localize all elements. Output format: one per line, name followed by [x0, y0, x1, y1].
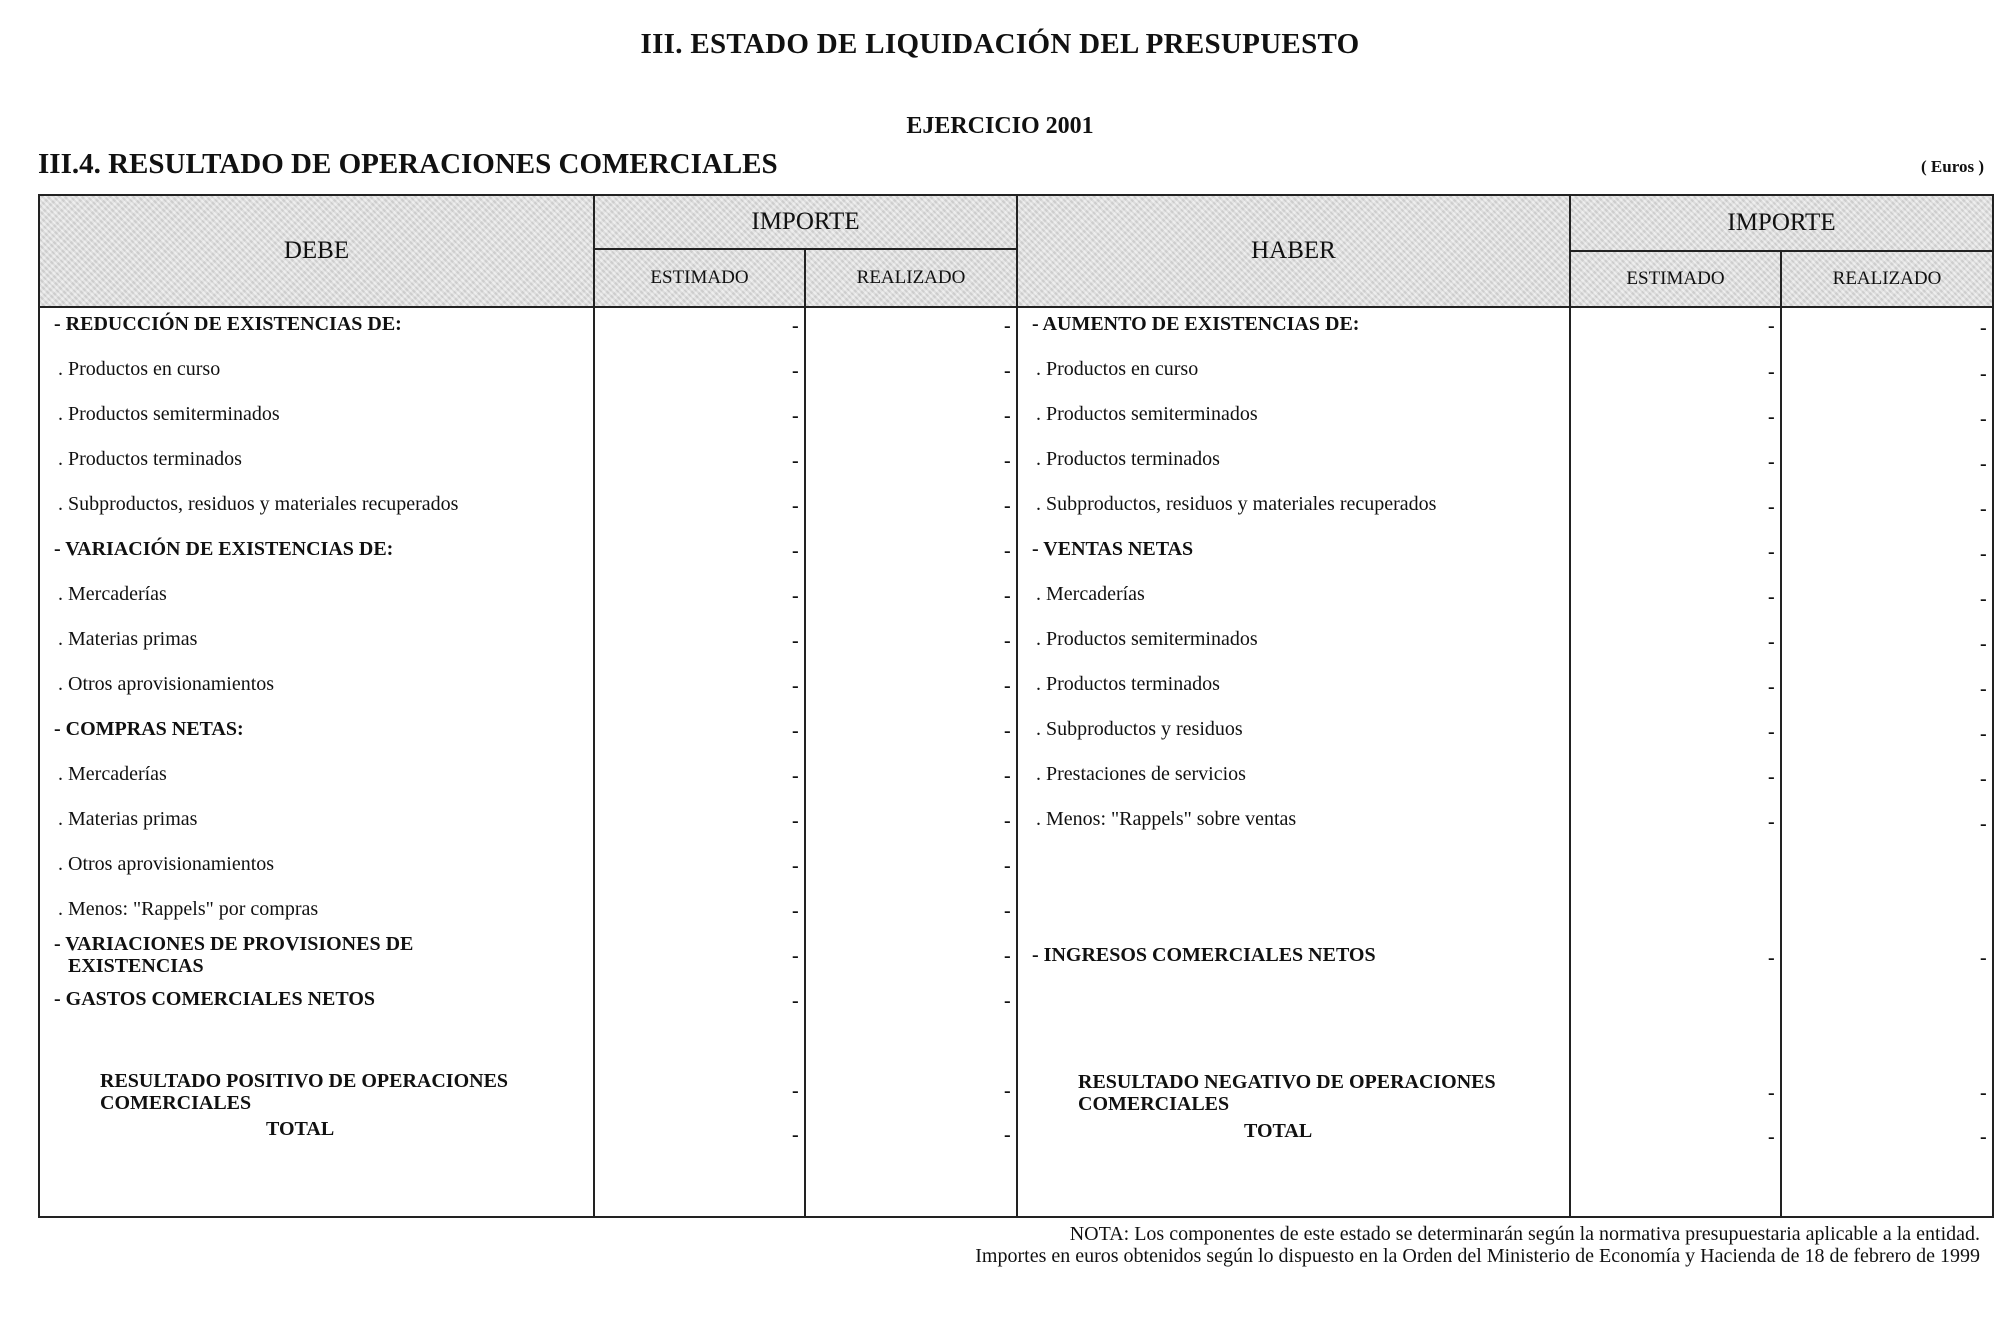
- haber-estimado-value: -: [1768, 315, 1775, 337]
- debe-row-label: . Mercaderías: [58, 583, 167, 605]
- debe-row-label: . Otros aprovisionamientos: [58, 673, 275, 695]
- haber-estimado-value: -: [1768, 406, 1775, 428]
- haber-row-label: . Menos: "Rappels" sobre ventas: [1036, 808, 1297, 830]
- haber-estimado-value: -: [1768, 811, 1775, 833]
- debe-row-label: - GASTOS COMERCIALES NETOS: [54, 988, 376, 1010]
- currency-units: ( Euros ): [1921, 157, 1984, 176]
- haber-row-label: - INGRESOS COMERCIALES NETOS: [1032, 944, 1376, 966]
- debe-row-label: . Productos semiterminados: [58, 403, 280, 425]
- header-realizado-right: REALIZADO: [1832, 268, 1942, 289]
- debe-estimado-value: -: [792, 720, 799, 742]
- haber-estimado-value: -: [1768, 496, 1775, 518]
- haber-estimado-value: -: [1768, 361, 1775, 383]
- debe-realizado-value: -: [1004, 360, 1011, 382]
- debe-row-label: . Mercaderías: [58, 763, 167, 785]
- haber-realizado-value: -: [1980, 1082, 1987, 1104]
- haber-estimado-value: -: [1768, 766, 1775, 788]
- debe-row-label-cont: EXISTENCIAS: [68, 955, 204, 977]
- debe-row-label: . Materias primas: [58, 628, 198, 650]
- haber-realizado-value: -: [1980, 498, 1987, 520]
- debe-row-label: - REDUCCIÓN DE EXISTENCIAS DE:: [54, 313, 402, 335]
- haber-realizado-value: -: [1980, 543, 1987, 565]
- debe-realizado-value: -: [1004, 720, 1011, 742]
- debe-realizado-value: -: [1004, 945, 1011, 967]
- haber-row-label: . Productos semiterminados: [1036, 403, 1258, 425]
- debe-realizado-value: -: [1004, 900, 1011, 922]
- haber-realizado-value: -: [1980, 363, 1987, 385]
- debe-estimado-value: -: [792, 675, 799, 697]
- debe-row-label: . Otros aprovisionamientos: [58, 853, 275, 875]
- haber-estimado-value: -: [1768, 631, 1775, 653]
- header-haber: HABER: [1251, 237, 1336, 264]
- haber-row-label: - AUMENTO DE EXISTENCIAS DE:: [1032, 313, 1360, 335]
- note-line-1: NOTA: Los componentes de este estado se determinarán según la normativa presupuestaria aplicable a la entidad.: [1069, 1223, 1980, 1245]
- result-label: RESULTADO NEGATIVO DE OPERACIONES: [1078, 1071, 1496, 1093]
- debe-realizado-value: -: [1004, 810, 1011, 832]
- result-label: RESULTADO POSITIVO DE OPERACIONES: [100, 1070, 509, 1092]
- haber-realizado-value: -: [1980, 678, 1987, 700]
- debe-estimado-value: -: [792, 1124, 799, 1146]
- results-table: [38, 194, 1994, 1218]
- haber-row-label: . Prestaciones de servicios: [1036, 763, 1246, 785]
- result-label-cont: COMERCIALES: [1078, 1093, 1230, 1115]
- debe-estimado-value: -: [792, 495, 799, 517]
- col-divider: [1569, 196, 1571, 1216]
- haber-realizado-value: -: [1980, 408, 1987, 430]
- section-title: III.4. RESULTADO DE OPERACIONES COMERCIALES: [38, 148, 778, 180]
- haber-realizado-value: -: [1980, 768, 1987, 790]
- haber-estimado-value: -: [1768, 451, 1775, 473]
- haber-realizado-value: -: [1980, 453, 1987, 475]
- debe-estimado-value: -: [792, 540, 799, 562]
- haber-realizado-value: -: [1980, 813, 1987, 835]
- debe-row-label: . Productos terminados: [58, 448, 242, 470]
- debe-realizado-value: -: [1004, 585, 1011, 607]
- header-realizado-left: REALIZADO: [856, 267, 966, 288]
- debe-realizado-value: -: [1004, 765, 1011, 787]
- haber-realizado-value: -: [1980, 723, 1987, 745]
- haber-row-label: . Mercaderías: [1036, 583, 1145, 605]
- debe-realizado-value: -: [1004, 990, 1011, 1012]
- debe-estimado-value: -: [792, 945, 799, 967]
- haber-row-label: . Productos terminados: [1036, 448, 1220, 470]
- debe-row-label: - VARIACIONES DE PROVISIONES DE: [54, 933, 414, 955]
- haber-estimado-value: -: [1768, 676, 1775, 698]
- debe-row-label: . Subproductos, residuos y materiales recuperados: [58, 493, 459, 515]
- total-label: TOTAL: [266, 1118, 335, 1140]
- debe-estimado-value: -: [792, 450, 799, 472]
- debe-realizado-value: -: [1004, 1080, 1011, 1102]
- debe-row-label: . Materias primas: [58, 808, 198, 830]
- debe-realizado-value: -: [1004, 675, 1011, 697]
- debe-estimado-value: -: [792, 360, 799, 382]
- debe-row-label: . Productos en curso: [58, 358, 221, 380]
- haber-realizado-value: -: [1980, 317, 1987, 339]
- debe-realizado-value: -: [1004, 450, 1011, 472]
- page-title: III. ESTADO DE LIQUIDACIÓN DEL PRESUPUESTO: [640, 28, 1360, 60]
- debe-estimado-value: -: [792, 765, 799, 787]
- header-estimado-right: ESTIMADO: [1626, 268, 1725, 289]
- debe-row-label: - VARIACIÓN DE EXISTENCIAS DE:: [54, 538, 394, 560]
- header-importe-left: IMPORTE: [751, 208, 860, 235]
- note-line-2: Importes en euros obtenidos según lo dispuesto en la Orden del Ministerio de Economía y Hacienda de 18 de febrero de 1999: [975, 1245, 1980, 1267]
- haber-estimado-value: -: [1768, 1082, 1775, 1104]
- haber-realizado-value: -: [1980, 588, 1987, 610]
- haber-estimado-value: -: [1768, 721, 1775, 743]
- header-importe-right: IMPORTE: [1727, 209, 1836, 236]
- haber-estimado-value: -: [1768, 947, 1775, 969]
- debe-realizado-value: -: [1004, 405, 1011, 427]
- debe-estimado-value: -: [792, 585, 799, 607]
- header-debe: DEBE: [283, 237, 350, 264]
- debe-realizado-value: -: [1004, 1124, 1011, 1146]
- debe-estimado-value: -: [792, 1080, 799, 1102]
- haber-realizado-value: -: [1980, 947, 1987, 969]
- fiscal-year: EJERCICIO 2001: [906, 113, 1094, 139]
- debe-estimado-value: -: [792, 810, 799, 832]
- col-divider: [1016, 196, 1018, 1216]
- haber-row-label: . Productos en curso: [1036, 358, 1199, 380]
- debe-row-label: - COMPRAS NETAS:: [54, 718, 244, 740]
- debe-row-label: . Menos: "Rappels" por compras: [58, 898, 319, 920]
- haber-estimado-value: -: [1768, 541, 1775, 563]
- haber-estimado-value: -: [1768, 586, 1775, 608]
- haber-estimado-value: -: [1768, 1126, 1775, 1148]
- haber-row-label: . Productos terminados: [1036, 673, 1220, 695]
- total-label: TOTAL: [1244, 1120, 1313, 1142]
- debe-realizado-value: -: [1004, 855, 1011, 877]
- col-divider: [804, 248, 806, 1216]
- debe-estimado-value: -: [792, 405, 799, 427]
- haber-row-label: . Subproductos, residuos y materiales recuperados: [1036, 493, 1437, 515]
- haber-row-label: . Productos semiterminados: [1036, 628, 1258, 650]
- debe-realizado-value: -: [1004, 540, 1011, 562]
- debe-estimado-value: -: [792, 990, 799, 1012]
- debe-estimado-value: -: [792, 855, 799, 877]
- haber-row-label: - VENTAS NETAS: [1032, 538, 1194, 560]
- col-divider: [593, 196, 595, 1216]
- haber-realizado-value: -: [1980, 633, 1987, 655]
- result-label-cont: COMERCIALES: [100, 1092, 252, 1114]
- debe-estimado-value: -: [792, 900, 799, 922]
- header-estimado-left: ESTIMADO: [650, 267, 749, 288]
- debe-realizado-value: -: [1004, 315, 1011, 337]
- debe-realizado-value: -: [1004, 495, 1011, 517]
- haber-row-label: . Subproductos y residuos: [1036, 718, 1243, 740]
- col-divider: [1780, 250, 1782, 1216]
- haber-realizado-value: -: [1980, 1126, 1987, 1148]
- debe-estimado-value: -: [792, 630, 799, 652]
- debe-estimado-value: -: [792, 315, 799, 337]
- debe-realizado-value: -: [1004, 630, 1011, 652]
